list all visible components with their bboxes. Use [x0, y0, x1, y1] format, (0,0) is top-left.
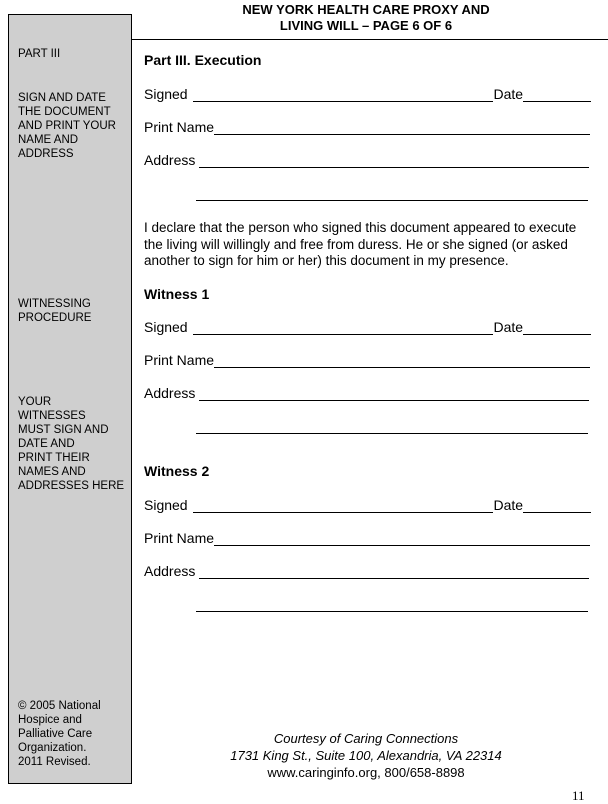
- witness2-address-field[interactable]: [199, 564, 589, 579]
- witness1-address-field[interactable]: [199, 386, 589, 401]
- witness2-signature-field[interactable]: [193, 498, 493, 513]
- footer-address: 1731 King St., Suite 100, Alexandria, VA 22314: [230, 748, 502, 763]
- page-header: [200, 2, 532, 34]
- signer-print-name-field[interactable]: [214, 120, 590, 135]
- witness2-print-name-field[interactable]: [214, 531, 590, 546]
- witness1-signed-line: Signed Date: [144, 319, 591, 335]
- witness2-print-name-line: Print Name: [144, 530, 590, 546]
- declaration-text: I declare that the person who signed this document appeared to execute the living will willingly and free from duress. He or she signed (or asked another to sign for him or her) this document in my presence.: [144, 220, 577, 268]
- signer-address-line: Address: [144, 152, 589, 168]
- signer-address-field-2[interactable]: [196, 200, 588, 201]
- witness2-date-field[interactable]: [523, 498, 591, 513]
- header-line-2: LIVING WILL – PAGE 6 OF 6: [279, 18, 453, 33]
- section-title-witness-1: Witness 1: [144, 286, 210, 302]
- witness2-signed-line: Signed Date: [144, 497, 591, 513]
- section-title-execution: Part III. Execution: [144, 52, 262, 68]
- witness1-address-field-2[interactable]: [196, 433, 588, 434]
- signer-address-field[interactable]: [199, 153, 589, 168]
- signer-date-field[interactable]: [523, 87, 591, 102]
- sidebar-sign-instructions: SIGN AND DATE THE DOCUMENT AND PRINT YOUR NAME AND ADDRESS: [18, 92, 116, 160]
- sidebar-part-label: PART III: [18, 48, 61, 60]
- witness1-signature-field[interactable]: [193, 320, 493, 335]
- page-footer: [200, 730, 532, 781]
- sidebar-copyright: © 2005 National Hospice and Palliative Care Organization. 2011 Revised.: [18, 700, 101, 768]
- witness1-print-name-field[interactable]: [214, 353, 590, 368]
- signer-signed-line: Signed Date: [144, 86, 591, 102]
- witness1-date-field[interactable]: [523, 320, 591, 335]
- sidebar-witness-instructions: YOUR WITNESSES MUST SIGN AND DATE AND PRINT THEIR NAMES AND ADDRESSES HERE: [18, 396, 125, 492]
- page-number: 11: [572, 788, 585, 803]
- witness1-print-name-line: Print Name: [144, 352, 590, 368]
- sidebar-witnessing-label: WITNESSING PROCEDURE: [18, 298, 92, 324]
- section-title-witness-2: Witness 2: [144, 463, 210, 479]
- witness2-address-field-2[interactable]: [196, 611, 588, 612]
- signer-signature-field[interactable]: [193, 87, 493, 102]
- signer-print-name-line: Print Name: [144, 119, 590, 135]
- footer-courtesy: Courtesy of Caring Connections: [273, 731, 459, 746]
- header-line-1: NEW YORK HEALTH CARE PROXY AND: [242, 2, 490, 17]
- witness1-address-line: Address: [144, 385, 589, 401]
- sidebar-panel: [8, 14, 132, 784]
- witness2-address-line: Address: [144, 563, 589, 579]
- header-divider: [132, 39, 608, 40]
- footer-contact: www.caringinfo.org, 800/658-8898: [267, 765, 465, 780]
